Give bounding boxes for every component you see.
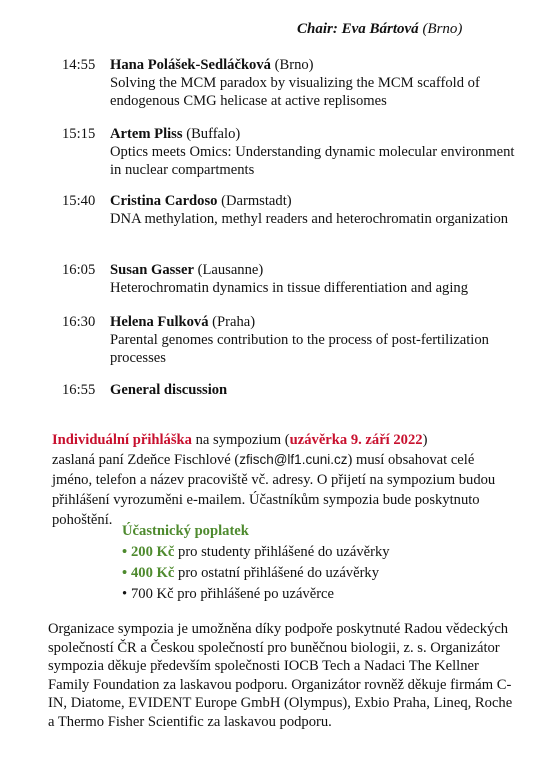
acknowledgement-paragraph: Organizace sympozia je umožněna díky podpoře poskytnuté Radou vědeckých společností ČR a Českou společností pro buněčnou biologii, z. s. Organizátor sympozia děkuje především společnosti IOCB Tech a Nadaci The Kellner Family Foundation za laskavou podporu. Organizátor rovněž děkuje firmám C-IN, Diatome, EVIDENT Europe GmbH (Olympus), Exbio Praha, Lineq, Roche a Thermo Fisher Scientific za laskavou podporu.	[48, 621, 513, 730]
entry-time: 16:30	[62, 314, 96, 330]
entry-title: Parental genomes contribution to the process of post-fertilization processes	[110, 332, 489, 366]
entry-city: (Praha)	[212, 314, 256, 330]
fee-section	[122, 521, 390, 605]
entry-speaker: Artem Pliss	[110, 126, 183, 142]
registration-lead: Individuální přihláška	[52, 432, 192, 448]
fee-amount: 700 Kč	[131, 586, 174, 602]
entry-title: DNA methylation, methyl readers and heterochromatin organization	[110, 211, 509, 227]
entry-speaker: Hana Polášek-Sedláčková	[110, 57, 271, 73]
bullet-icon: •	[122, 544, 128, 560]
entry-time: 15:40	[62, 193, 96, 209]
registration-close: )	[422, 432, 428, 448]
registration-line1b: ) musí obsahovat celé jméno, telefon a název pracoviště vč. adresy. O přijetí na sympozium budou přihlášení vyrozuměni e-mailem. Účastníkům sympozia bude poskytnuto pohoštění.	[52, 452, 496, 528]
entry-time: 16:05	[62, 262, 96, 278]
entry-speaker: Susan Gasser	[110, 262, 194, 278]
fee-amount: 200 Kč	[131, 544, 175, 560]
entry-city: (Brno)	[274, 57, 314, 73]
entry-city: (Lausanne)	[197, 262, 264, 278]
chair-label: Chair: Eva Bártová	[297, 21, 419, 37]
contact-email-link[interactable]: zfisch@lf1.cuni.cz	[239, 452, 348, 467]
registration-line1: zaslaná paní Zdeňce Fischlové (	[52, 452, 240, 468]
fee-title: Účastnický poplatek	[122, 523, 249, 539]
fee-text: pro přihlášené po uzávěrce	[173, 586, 335, 602]
entry-speaker: General discussion	[110, 382, 228, 398]
registration-mid: na sympozium (	[191, 432, 290, 448]
fee-amount: 400 Kč	[131, 565, 175, 581]
registration-notice	[52, 430, 507, 530]
fee-item	[122, 563, 390, 584]
registration-deadline: uzávěrka 9. září 2022	[289, 432, 423, 448]
entry-time: 15:15	[62, 126, 96, 142]
bullet-icon: •	[122, 565, 128, 581]
entry-title: Optics meets Omics: Understanding dynamic molecular environment in nuclear compartments	[110, 144, 515, 178]
entry-speaker: Helena Fulková	[110, 314, 209, 330]
chair-city: (Brno)	[422, 21, 463, 37]
entry-city: (Buffalo)	[186, 126, 241, 142]
fee-item	[122, 542, 390, 563]
fee-item	[122, 584, 390, 605]
session-chair	[297, 21, 462, 38]
entry-city: (Darmstadt)	[221, 193, 292, 209]
entry-time: 16:55	[62, 382, 96, 398]
fee-text: pro studenty přihlášené do uzávěrky	[174, 544, 390, 560]
entry-title: Heterochromatin dynamics in tissue differentiation and aging	[110, 280, 468, 296]
entry-time: 14:55	[62, 57, 96, 73]
entry-title: Solving the MCM paradox by visualizing the MCM scaffold of endogenous CMG helicase at active replisomes	[110, 75, 480, 109]
entry-speaker: Cristina Cardoso	[110, 193, 218, 209]
bullet-icon: •	[122, 586, 128, 602]
fee-text: pro ostatní přihlášené do uzávěrky	[174, 565, 380, 581]
